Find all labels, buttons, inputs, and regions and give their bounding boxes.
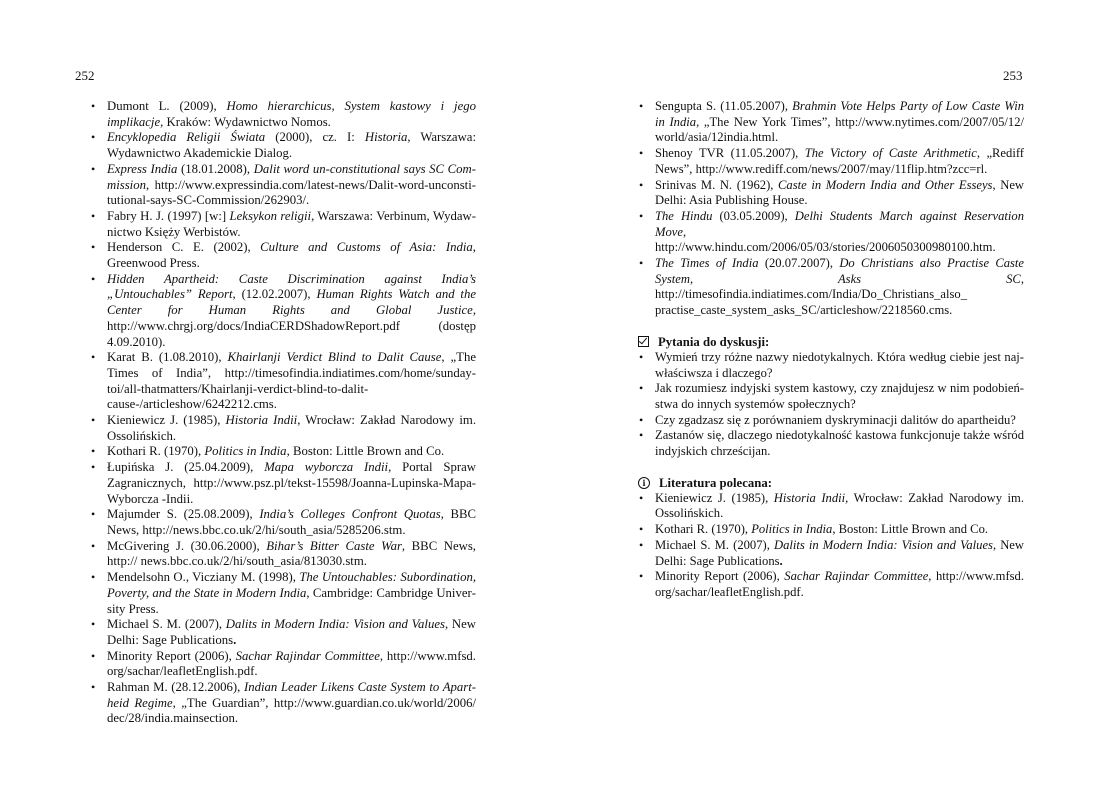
- text-segment: Karat B. (1.08.2010),: [107, 350, 228, 365]
- text-segment: , http://timesofindia.indiatimes.com/India/Do_Christians_also_ practise_caste_system_asks_SC/articleshow/2218560.cms.: [655, 271, 1024, 318]
- text-segment: Fabry H. J. (1997) [w:]: [107, 208, 230, 223]
- bullet-icon: •: [91, 460, 96, 475]
- list-item: [90, 272, 476, 351]
- list-item: [90, 539, 476, 570]
- italic-text: The Victory of Caste Arithmetic: [804, 146, 977, 161]
- text-segment: , (12.02.2007),: [232, 287, 317, 302]
- list-item: [638, 350, 1024, 381]
- text-segment: , BBC News, http://news.bbc.co.uk/2/hi/south_asia/5285206.stm.: [107, 507, 477, 537]
- bullet-icon: •: [639, 349, 644, 364]
- bullet-icon: •: [91, 444, 96, 459]
- list-item: [90, 460, 476, 507]
- text-segment: Jak rozumiesz indyjski system kastowy, czy znajdujesz w nim podobieństwa do innych systemów społecznych?: [655, 381, 1024, 411]
- list-item: [90, 649, 476, 680]
- bullet-icon: •: [639, 412, 644, 427]
- text-segment: Kothari R. (1970),: [655, 522, 752, 537]
- bullet-icon: •: [91, 208, 96, 223]
- text-segment: , Boston: Little Brown and Co.: [832, 522, 989, 537]
- bullet-icon: •: [91, 130, 96, 145]
- list-item: [638, 569, 1024, 600]
- text-segment: Zastanów się, dlaczego niedotykalność kastowa funkcjonuje także wśród indyjskich chrześcijan.: [655, 428, 1024, 459]
- text-segment: , http://www.hindu.com/2006/05/03/stories/2006050300980100.htm.: [655, 224, 996, 255]
- list-item: [90, 99, 476, 130]
- bullet-icon: •: [91, 413, 96, 428]
- text-segment: Wrocław: Zakład Narodowy im. Ossolińskich.: [107, 413, 476, 443]
- text-segment: Srinivas M. N. (1962),: [655, 177, 779, 192]
- left-bibliography-column: [90, 99, 476, 727]
- list-item: [90, 130, 476, 161]
- text-segment: , „Rediff News”, http://www.rediff.com/news/2007/may/11flip.htm?zcc=rl.: [655, 146, 1024, 176]
- list-item: [638, 256, 1024, 319]
- bullet-icon: •: [639, 569, 644, 584]
- list-item: [638, 99, 1024, 146]
- text-segment: McGivering J. (30.06.2000),: [107, 538, 267, 553]
- list-item: [638, 209, 1024, 256]
- bullet-icon: •: [91, 240, 96, 255]
- list-item: [90, 162, 476, 209]
- text-segment: , http://www.mfsd. org/sachar/leafletEnglish.pdf.: [107, 648, 476, 679]
- page-number-left: 252: [75, 68, 95, 83]
- text-segment: (18.01.2008),: [177, 161, 254, 176]
- italic-text: Dalits in Modern India: Vision and Values,: [773, 537, 997, 552]
- text-segment: , http://www.expressindia.com/latest-news/Dalit-word-unconstitutional-says-SC-Commission/262903/.: [107, 177, 476, 208]
- bullet-icon: •: [91, 271, 96, 286]
- bullet-icon: •: [91, 648, 96, 663]
- italic-text: The Times of India: [655, 256, 759, 271]
- italic-text: Politics in India: [751, 522, 833, 537]
- text-segment: Michael S. M. (2007),: [655, 537, 774, 552]
- italic-text: Dalits in Modern India: Vision and Values: [225, 617, 445, 632]
- right-content-column: [638, 99, 1024, 601]
- bullet-icon: •: [91, 507, 96, 522]
- bullet-icon: •: [639, 177, 644, 192]
- bullet-icon: •: [639, 522, 644, 537]
- bullet-icon: •: [639, 428, 644, 443]
- discussion-questions-list: [638, 350, 1024, 460]
- text-segment: Mendelsohn O., Vicziany M. (1998),: [107, 570, 300, 585]
- list-item: [90, 209, 476, 240]
- recommended-literature-heading: [638, 475, 1024, 491]
- list-item: [90, 507, 476, 538]
- bullet-icon: •: [91, 350, 96, 365]
- list-item: [638, 146, 1024, 177]
- text-segment: .: [779, 553, 783, 568]
- italic-text: Sachar Rajindar Committee: [235, 648, 380, 663]
- italic-text: Brahmin Vote Helps Party of Low Caste Win in India: [655, 99, 1024, 129]
- text-segment: , „The Times of India”, http://timesofindia.indiatimes.com/home/sunday-toi/all-thatmatters/Khairlanji-verdict-blind-to-dalit-cause-/articleshow/6242212.cms.: [107, 350, 477, 412]
- italic-text: Caste in Modern India and Other Esseys: [778, 177, 993, 192]
- list-item: [90, 680, 476, 727]
- italic-text: Dalit word un-constitutional says SC Commission: [107, 161, 476, 192]
- text-segment: Kieniewicz J. (1985),: [107, 413, 226, 428]
- right-page: [550, 0, 1100, 796]
- text-segment: Michael S. M. (2007),: [107, 617, 226, 632]
- italic-text: Leksykon religii: [229, 208, 312, 223]
- info-circle-icon: i: [638, 477, 650, 489]
- text-segment: Minority Report (2006),: [655, 569, 785, 584]
- list-item: [638, 178, 1024, 209]
- discussion-questions-title: Pytania do dyskusji:: [658, 334, 770, 349]
- text-segment: , Kraków: Wydawnictwo Nomos.: [160, 114, 331, 129]
- text-segment: , http://www.mfsd. org/sachar/leafletEnglish.pdf.: [655, 569, 1024, 599]
- italic-text: Historia Indii,: [773, 490, 849, 505]
- text-segment: , New Delhi: Sage Publications: [107, 617, 477, 647]
- italic-text: Sachar Rajindar Committee: [784, 569, 929, 584]
- text-segment: Sengupta S. (11.05.2007),: [655, 99, 793, 113]
- bullet-icon: •: [639, 146, 644, 161]
- list-item: [90, 240, 476, 271]
- text-segment: , New Delhi: Asia Publishing House.: [655, 177, 1025, 208]
- italic-text: India’s Colleges Confront Quotas: [259, 507, 441, 522]
- page-number-right: 253: [1003, 68, 1023, 83]
- text-segment: Kothari R. (1970),: [107, 444, 205, 459]
- text-segment: Wrocław: Zakład Narodowy im. Ossolińskich.: [655, 490, 1024, 521]
- text-segment: , „The Guardian”, http://www.guardian.co.uk/world/2006/ dec/28/india.mainsection.: [107, 695, 476, 726]
- bullet-icon: •: [639, 537, 644, 552]
- recommended-literature-list: [638, 491, 1024, 601]
- bibliography-list-continued: [638, 99, 1024, 319]
- italic-text: Mapa wyborcza Indii: [264, 460, 389, 475]
- list-item: [90, 444, 476, 460]
- bibliography-list: [90, 99, 476, 727]
- list-item: [638, 522, 1024, 538]
- list-item: [638, 538, 1024, 569]
- text-segment: , Cambridge: Cambridge University Press.: [107, 585, 476, 616]
- text-segment: .: [233, 632, 237, 647]
- italic-text: Do Christians also Practise Caste System, Asks SC: [655, 256, 1025, 286]
- bullet-icon: •: [91, 161, 96, 176]
- bullet-icon: •: [639, 381, 644, 396]
- italic-text: Human Rights Watch and the Center for Human Rights and Global Justice: [107, 287, 476, 318]
- bullet-icon: •: [91, 680, 96, 695]
- italic-text: Bihar’s Bitter Caste War: [266, 538, 402, 553]
- italic-text: Khairlanji Verdict Blind to Dalit Cause: [227, 350, 442, 365]
- text-segment: Dumont L. (2009),: [107, 99, 227, 113]
- italic-text: Politics in India: [204, 444, 287, 459]
- bullet-icon: •: [91, 570, 96, 585]
- text-segment: , Warszawa: Wydawnictwo Akademickie Dialog.: [107, 130, 476, 161]
- bullet-icon: •: [639, 256, 644, 271]
- text-segment: , „The New York Times”, http://www.nytimes.com/2007/05/12/ world/asia/12india.html.: [655, 114, 1025, 145]
- list-item: [638, 428, 1024, 459]
- text-segment: , Greenwood Press.: [107, 240, 476, 271]
- italic-text: Historia Indii,: [225, 413, 301, 428]
- list-item: [90, 570, 476, 617]
- text-segment: Shenoy TVR (11.05.2007),: [655, 146, 805, 161]
- text-segment: , BBC News, http:// news.bbc.co.uk/2/hi/south_asia/813030.stm.: [107, 538, 476, 569]
- italic-text: Culture and Customs of Asia: India: [260, 240, 473, 255]
- list-item: [90, 617, 476, 648]
- italic-text: Express India: [107, 161, 178, 176]
- text-segment: , http://www.chrgj.org/docs/IndiaCERDShadowReport.pdf (dostęp 4.09.2010).: [107, 303, 476, 349]
- checkbox-icon: [638, 336, 649, 347]
- italic-text: Encyklopedia Religii Świata: [107, 130, 266, 145]
- list-item: [638, 413, 1024, 429]
- text-segment: Kieniewicz J. (1985),: [655, 490, 774, 505]
- text-segment: Henderson C. E. (2002),: [107, 240, 261, 255]
- bullet-icon: •: [639, 490, 644, 505]
- text-segment: , Portal Spraw Zagranicznych, http://www.psz.pl/tekst-15598/Joanna-Lupinska-Mapa-Wyborcza -Indii.: [107, 460, 476, 506]
- italic-text: The Hindu: [655, 208, 713, 223]
- italic-text: Delhi Students March against Reservation Move: [655, 208, 1024, 239]
- bullet-icon: •: [91, 538, 96, 553]
- list-item: [90, 413, 476, 444]
- text-segment: Majumder S. (25.08.2009),: [107, 507, 260, 522]
- text-segment: Czy zgadzasz się z porównaniem dyskryminacji dalitów do apartheidu?: [655, 412, 1016, 427]
- text-segment: , Warszawa: Verbinum, Wydawnictwo Księży Werbistów.: [107, 208, 476, 239]
- text-segment: New Delhi: Sage Publications: [655, 537, 1024, 568]
- text-segment: Rahman M. (28.12.2006),: [107, 680, 245, 695]
- bullet-icon: •: [91, 99, 96, 113]
- text-segment: (20.07.2007),: [758, 256, 840, 271]
- text-segment: , Boston: Little Brown and Co.: [286, 444, 445, 459]
- italic-text: Homo hierarchicus, System kastowy i jego implikacje: [107, 99, 476, 129]
- recommended-literature-title: Literatura polecana:: [659, 475, 772, 490]
- italic-text: Indian Leader Likens Caste System to Apartheid Regime: [107, 680, 477, 710]
- list-item: [638, 381, 1024, 412]
- bullet-icon: •: [639, 208, 644, 223]
- italic-text: Hidden Apartheid: Caste Discrimination against India’s „Untouchables” Report: [107, 271, 476, 302]
- text-segment: (03.05.2009),: [712, 208, 795, 223]
- italic-text: The Untouchables: Subordination, Poverty, and the State in Modern India: [107, 570, 477, 600]
- text-segment: (2000), cz. I:: [265, 130, 365, 145]
- bullet-icon: •: [639, 99, 644, 113]
- bullet-icon: •: [91, 617, 96, 632]
- text-segment: Minority Report (2006),: [107, 648, 236, 663]
- list-item: [90, 350, 476, 413]
- text-segment: Wymień trzy różne nazwy niedotykalnych. Która według ciebie jest najwłaściwsza i dlaczego?: [655, 349, 1024, 380]
- list-item: [638, 491, 1024, 522]
- text-segment: Łupińska J. (25.04.2009),: [107, 460, 265, 475]
- italic-text: Historia: [364, 130, 408, 145]
- discussion-questions-heading: [638, 334, 1024, 350]
